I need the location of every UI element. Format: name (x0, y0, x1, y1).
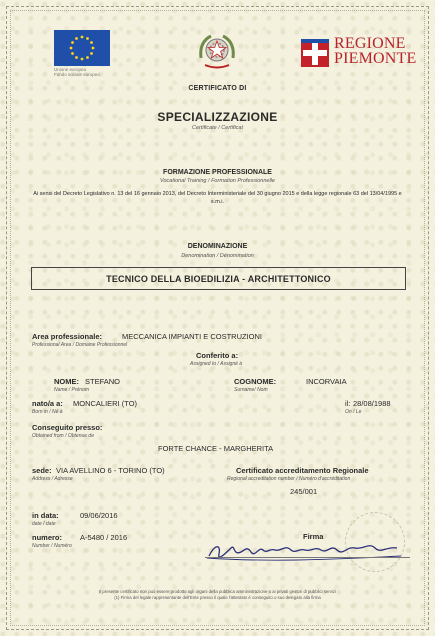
footer-note-2: (1) Firma del legale rappresentante dell'Ente presso il quale l'attestato è conseguito o suo delegato alla firma (114, 595, 321, 600)
eu-caption-line1: Unione europea (54, 67, 87, 72)
cognome-value: INCORVAIA (306, 377, 347, 386)
certificate-type-sub: Certificate / Certificat (191, 125, 244, 131)
il-sub: On / Le (345, 409, 362, 415)
accreditation-label: Certificato accreditamento Regionale (236, 466, 369, 475)
nome-label: NOME: (54, 377, 79, 386)
region-line2: PIEMONTE (334, 50, 417, 67)
region-line1: REGIONE (334, 35, 406, 52)
eu-stars-icon (67, 33, 97, 63)
numero-sub: Number / Numéro (32, 543, 72, 549)
area-label: Area professionale: (32, 332, 103, 341)
signature-line (205, 557, 410, 558)
accreditation-value: 245/001 (290, 487, 318, 496)
sede-value: VIA AVELLINO 6 - TORINO (TO) (56, 466, 165, 475)
nato-value: MONCALIERI (TO) (73, 399, 138, 408)
footer-note-1: Il presente certificato non può essere prodotto agli organi della pubblica amministrazione o ai privati gestori di pubblici servizi (99, 589, 336, 594)
handwritten-signature (205, 538, 405, 564)
nato-sub: Born in / Né à (32, 409, 63, 415)
training-heading: FORMAZIONE PROFESSIONALE (163, 169, 272, 176)
nome-sub: Name / Prénom (54, 387, 90, 393)
cognome-sub: Surname/ Nom (234, 387, 268, 393)
certificate-type: SPECIALIZZAZIONE (157, 110, 278, 124)
il-value: 28/08/1988 (353, 399, 391, 408)
cognome-label: COGNOME: (234, 377, 277, 386)
denominazione-heading: DENOMINAZIONE (187, 243, 248, 250)
sede-sub: Address / Adresse (32, 476, 73, 482)
training-sub: Vocational Training / Formation Professionnelle (160, 178, 275, 184)
area-sub: Professional Area / Domaine Professionnel (32, 342, 128, 348)
piemonte-shield-icon (300, 38, 330, 68)
conseguito-sub: Obtained from / Obtenue de (32, 433, 94, 439)
firma-label: Firma (303, 532, 324, 541)
il-label: il: (345, 399, 351, 408)
nome-value: STEFANO (85, 377, 121, 386)
eu-flag-logo (54, 30, 110, 66)
regione-piemonte-logotype (334, 36, 416, 66)
certificato-di: CERTIFICATO DI (188, 85, 247, 92)
sede-label: sede: (32, 466, 52, 475)
conseguito-label: Conseguito presso: (32, 423, 103, 432)
data-label: in data: (32, 511, 59, 520)
eu-caption (54, 67, 124, 77)
data-value: 09/06/2016 (80, 511, 118, 520)
area-value: MECCANICA IMPIANTI E COSTRUZIONI (122, 332, 263, 341)
qualification-title: TECNICO DELLA BIOEDILIZIA - ARCHITETTONICO (106, 273, 331, 284)
conferito-sub: Assigned to / Assigné à (190, 361, 243, 367)
qualification-title-box (31, 267, 406, 290)
italian-republic-emblem (195, 28, 239, 72)
data-sub: date / date (32, 521, 56, 527)
republic-star-icon (195, 28, 239, 72)
conferito-label: Conferito a: (196, 351, 239, 360)
numero-value: A-5480 / 2016 (80, 533, 128, 542)
legal-basis: Ai sensi del Decreto Legislativo n. 13 del 16 gennaio 2013, del Decreto Interministeriale del 30 giugno 2015 e della legge regionale 63 del 13/04/1995 e s.m.i. (33, 191, 402, 205)
eu-caption-line2: Fondo sociale europeo (54, 72, 100, 77)
accreditation-sub: Regional accreditation number / Numéro d'accréditation (227, 476, 351, 482)
nato-label: nato/a a: (32, 399, 63, 408)
conseguito-value: FORTE CHANCE - MARGHERITA (158, 444, 274, 453)
denominazione-sub: Denomination / Dénomination (181, 253, 254, 259)
numero-label: numero: (32, 533, 62, 542)
